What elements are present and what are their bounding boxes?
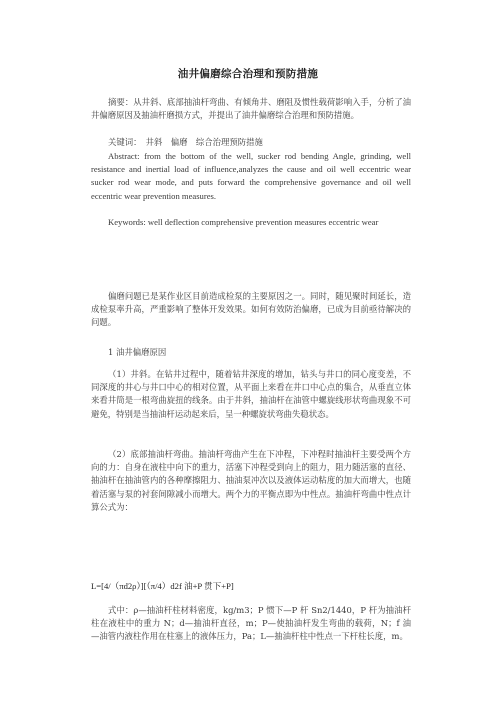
formula-explanation: 式中：ρ—抽油杆柱材料密度，kg/m3；P 惯下—P 杆 Sn2/1440，P 杆为抽油杆柱在液柱中的重力 N；d—抽油杆直径，m；P—使抽油杆发生弯曲的载荷，N；f 油 —油管内液柱作用在柱塞上的液体压力，Pa；L—抽油杆柱中性点一下杆柱长度，m。	[91, 605, 411, 642]
formula: L=[4/（πd2ρ）][（π/4）d2f 油+P 贯下+P]	[91, 581, 234, 591]
abstract-cn: 摘要：从井斜、底部抽油杆弯曲、有倾角井、磨阻及惯性载荷影响入手，分析了油井偏磨原因及抽油杆磨损方式，并提出了油井偏磨综合治理和预防措施。	[91, 97, 411, 121]
section-heading: 1 油井偏磨原因	[108, 347, 167, 357]
keywords-cn: 关键词： 井斜 偏磨 综合治理预防措施	[108, 137, 263, 147]
paragraph-well-deviation: （1）井斜。在钻井过程中，随着钻井深度的增加，钻头与井口的同心度变差，不同深度的井心与井口中心的相对位置，从平面上来看在井口中心点的集合，从垂直立体来看井筒是一根弯曲旋扭的线条。由于井斜，抽油杆在油管中螺旋线形状弯曲现象不可避免，特别是当抽油杆运动起来后，呈一种螺旋状弯曲失稳状态。	[91, 369, 411, 419]
page-title: 油井偏磨综合治理和预防措施	[177, 68, 319, 80]
keywords-en: Keywords: well deflection comprehensive prevention measures eccentric wear	[108, 217, 379, 227]
abstract-en: Abstract: from the bottom of the well, sucker rod bending Angle, grinding, well resistance and inertial load of influence,analyzes the cause and oil well eccentric wear sucker rod wear mode, and puts forward the comprehensive governance and oil well eccentric wear prevention measures.	[91, 151, 411, 201]
paragraph-rod-bending: （2）底部抽油杆弯曲。抽油杆弯曲产生在下冲程，下冲程时抽油杆主要受两个方向的力：自身在液柱中向下的重力，活塞下冲程受到向上的阻力，阻力随活塞的直径、抽油杆在抽油管内的各种摩擦阻力、抽油泵冲次以及液体运动粘度的加大而增大，也随着活塞与泵的衬套间隙减小而增大。两个力的平衡点即为中性点。抽油杆弯曲中性点计算公式为：	[91, 449, 411, 512]
intro-paragraph: 偏磨问题已是某作业区目前造成检泵的主要原因之一。同时，随见聚时间延长，造成检泵率升高，严重影响了整体开发效果。如何有效防治偏磨，已成为目前亟待解决的问题。	[91, 291, 411, 328]
